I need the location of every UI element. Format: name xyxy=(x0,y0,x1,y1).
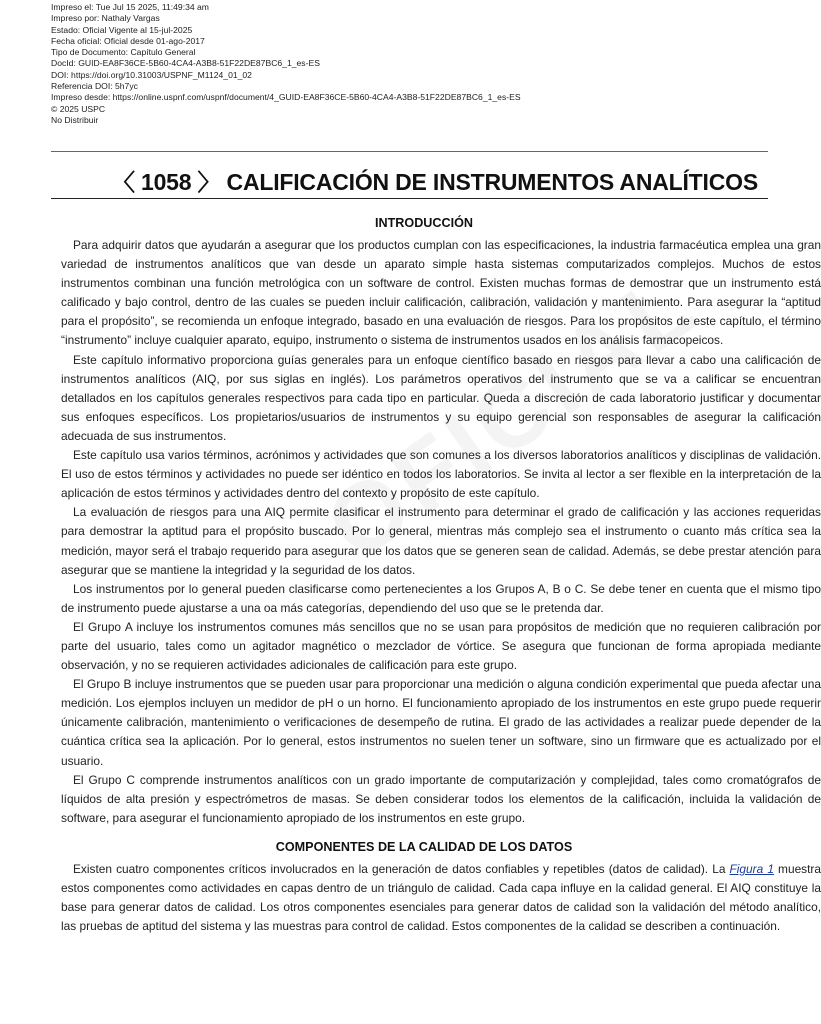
print-metadata xyxy=(51,2,521,126)
paragraph: El Grupo C comprende instrumentos analíticos con un grado importante de computarización y complejidad, tales como cromatógrafos de líquidos de alta presión y espectrómetros de masas. Se deben considerar todos los elementos de la calificación, incluida la validación de software, para asegurar el funcionamiento apropiado de los instrumentos en este grupo. xyxy=(61,772,821,825)
paragraph: Los instrumentos por lo general pueden clasificarse como pertenecientes a los Grupos A, B o C. Se debe tener en cuenta que el mismo tipo de instrumento puede ajustarse a una oa más categorías, dependiendo del uso que se le pretenda dar. xyxy=(61,581,821,615)
meta-docid: DocId: GUID-EA8F36CE-5B60-4CA4-A3B8-51F22DE87BC6_1_es-ES xyxy=(51,58,320,69)
paragraph: El Grupo B incluye instrumentos que se pueden usar para proporcionar una medición o alguna condición experimental que pueda afectar una medición. Los ejemplos incluyen un medidor de pH o un horno. El funcionamiento apropiado de los instrumentos en este grupo puede requerir únicamente calibración, mantenimiento o verificaciones de desempeño de rutina. El grado de las actividades a realizar puede depender de la cuántica crítica sea la aplicación. Por lo general, estos instrumentos no suelen tener un software, sino un firmware que es actualizado por el usuario. xyxy=(61,677,821,768)
title-divider xyxy=(51,198,768,199)
figure-1-link[interactable]: Figura 1 xyxy=(729,862,774,876)
paragraph: Este capítulo usa varios términos, acrónimos y actividades que son comunes a los diversos laboratorios analíticos y disciplinas de validación. El uso de estos términos y actividades no puede ser idéntico en todos los laboratorios. Se invita al lector a ser flexible en la interpretación de la aplicación de estos términos y actividades dentro del contexto y propósito de este capítulo. xyxy=(61,448,821,501)
chapter-title: 〈 1058 〉 CALIFICACIÓN DE INSTRUMENTOS ANALÍTICOS xyxy=(112,169,758,195)
paragraph-text-before-link: Existen cuatro componentes críticos involucrados en la generación de datos confiables y repetibles (datos de calidad). La xyxy=(73,862,730,876)
paragraph: Este capítulo informativo proporciona guías generales para un enfoque científico basado en riesgos para llevar a cabo una calificación de instrumentos analíticos (AIQ, por sus siglas en inglés). Los parámetros operativos del instrumento que se va a calificar se encuentran detallados en los capítulos generales respectivos para cada tipo en particular. Queda a discreción de cada laboratorio justificar y documentar sus enfoques específicos. Los propietarios/usuarios de instrumentos y su equipo gerencial son responsables de asegurar la calificación adecuada de sus instrumentos. xyxy=(61,352,821,443)
meta-doi: DOI: https://doi.org/10.31003/USPNF_M1124_01_02 xyxy=(51,69,252,80)
meta-doc-type: Tipo de Documento: Capítulo General xyxy=(51,47,196,58)
paragraph: La evaluación de riesgos para una AIQ permite clasificar el instrumento para determinar el grado de calificación y las acciones requeridas para demostrar la aptitud para el propósito buscado. Por lo general, mientras más complejo sea el instrumento o cuanto más crítica sea la medición, mayor será el trabajo requerido para asegurar que los datos que se generen sean de calidad. Además, se debe prestar atención para asegurar que se mantiene la integridad y la seguridad de los datos. xyxy=(61,505,821,577)
paragraph xyxy=(61,860,821,936)
paragraph-text-after-link: muestra estos componentes como actividades en capas dentro de un triángulo de calidad. Cada capa influye en la calidad general. El AIQ constituye la base para generar datos de calidad. Los otros componentes esenciales para generar datos de calidad son la validación del método analítico, las pruebas de aptitud del sistema y las muestras para control de calidad. Estos componentes de la calidad se describen a continuación. xyxy=(61,862,821,934)
meta-official-date: Fecha oficial: Oficial desde 01-ago-2017 xyxy=(51,35,205,46)
data-quality-body xyxy=(61,860,821,936)
section-heading-introduction: INTRODUCCIÓN xyxy=(375,216,473,230)
meta-printed-by: Impreso por: Nathaly Vargas xyxy=(51,13,160,24)
meta-copyright: © 2025 USPC xyxy=(51,103,106,114)
meta-status: Estado: Oficial Vigente al 15-jul-2025 xyxy=(51,24,193,35)
introduction-body xyxy=(61,236,821,828)
header-divider xyxy=(51,151,768,152)
meta-printed-from: Impreso desde: https://online.uspnf.com/uspnf/document/4_GUID-EA8F36CE-5B60-4CA4-A3B8-51F22DE87BC6_1_es-ES xyxy=(51,92,521,103)
meta-printed-on: Impreso el: Tue Jul 15 2025, 11:49:34 am xyxy=(51,2,209,12)
paragraph: Para adquirir datos que ayudarán a asegurar que los productos cumplan con las especificaciones, la industria farmacéutica emplea una gran variedad de instrumentos analíticos que van desde un aparato simple hasta sistemas computarizados complejos. Muchos de estos instrumentos combinan una función metrológica con un software de control. Existen muchas formas de demostrar que un instrumento está calificado y bajo control, dentro de las cuales se pueden incluir calificación, calibración, validación y mantenimiento. Para asegurar la “aptitud para el propósito”, se recomienda un enfoque integrado, basado en una evaluación de riesgos. Para los propósitos de este capítulo, el término “instrumento” incluye cualquier aparato, equipo, instrumento o sistema de instrumentos usados en los análisis farmacopeicos. xyxy=(61,238,821,348)
section-heading-data-quality: COMPONENTES DE LA CALIDAD DE LOS DATOS xyxy=(275,840,573,854)
meta-doi-ref: Referencia DOI: 5h7yc xyxy=(51,81,138,92)
meta-no-distribute: No Distribuir xyxy=(51,114,99,125)
paragraph: El Grupo A incluye los instrumentos comunes más sencillos que no se usan para propósitos de medición que no requieren calibración por parte del usuario, tales como un agitador magnético o mezclador de vórtice. Se asegura que funcionan de forma apropiada mediante observación, y no se requieren actividades adicionales de calificación para este grupo. xyxy=(61,619,821,673)
